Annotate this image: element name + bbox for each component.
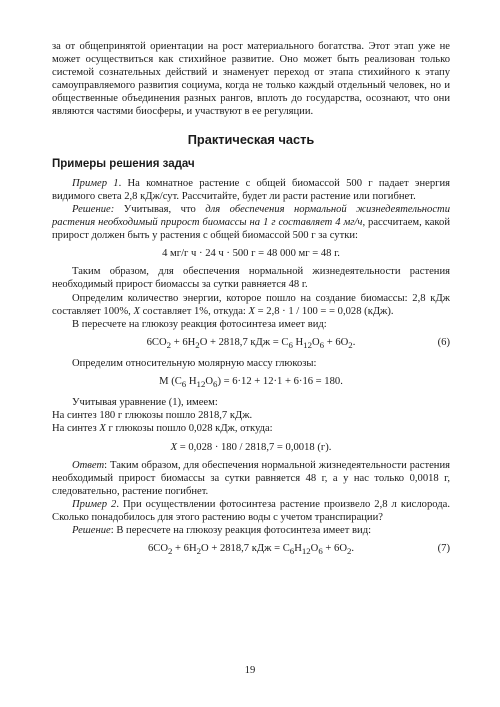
example-2-text: . При осуществлении фотосинтеза растение произвело 2,8 л кислорода. Сколько понадобилось для этого растению воды с учетом транспирации? — [52, 498, 450, 524]
paragraph-thus: Таким образом, для обеспечения нормальной жизнедеятельности растения необходимый прирост биомассы за сутки равняется 48 г. — [52, 266, 450, 291]
section-heading: Практическая часть — [187, 131, 315, 147]
line-synthesis-2: На синтез X г глюкозы пошло 0,028 кДж, откуда: — [52, 423, 273, 435]
subsection-heading: Примеры решения задач — [52, 157, 195, 170]
equation-6 — [52, 336, 450, 352]
energy-text-a: Определим количество энергии, которое пошло на создание биомассы: 2,8 кДж составляет 100%, — [52, 292, 450, 317]
line-synthesis-1: На синтез 180 г глюкозы пошло 2818,7 кДж. — [52, 410, 253, 422]
solution-1 — [52, 203, 450, 242]
example-2 — [52, 498, 450, 524]
example-1-text: . На комнатное растение с общей биомассой 500 г падает энергия видимого света 2,8 кДж/сут. Рассчитайте, будет ли расти растение или погибнет. — [52, 177, 450, 202]
example-2-label: Пример 2 — [72, 498, 117, 510]
solution-2 — [52, 524, 450, 537]
answer-1-text: : Таким образом, для обеспечения нормальной жизнедеятельности растения необходимый прирост биомассы за сутки равняется 48 г, а у нас только 0,0018 г, следовательно, растение погибнет. — [52, 459, 450, 497]
equation-7 — [52, 542, 450, 558]
equation-6-number: (6) — [437, 336, 450, 348]
energy-text-b: составляет 1%, откуда: — [139, 305, 249, 317]
solution-1-text-a: Учитывая, что — [114, 203, 206, 215]
equation-7-body: $6CO_2 + 6H_2O + 2818,7$ кДж = $C_6H_{12}O_6 + 6O_2$. — [147, 543, 355, 557]
solution-2-label: Решение — [72, 525, 111, 537]
paragraph-consider: Учитывая уравнение (1), имеем: — [72, 397, 218, 409]
paragraph-recalc: В пересчете на глюкозу реакция фотосинтеза имеет вид: — [72, 318, 327, 330]
formula-biomass: 4 мг/г ч · 24 ч · 500 г = 48 000 мг = 48 г. — [162, 248, 340, 260]
example-1 — [52, 177, 450, 203]
formula-x: X = 0,028 · 180 / 2818,7 = 0,0018 (г). — [170, 441, 332, 453]
paragraph-molar: Определим относительную молярную массу глюкозы: — [72, 357, 317, 369]
energy-var-x2: X — [248, 305, 256, 317]
equation-7-number: (7) — [437, 543, 450, 555]
solution-1-text-emph: для обеспечения нормальной жизнедеятельности растения необходимый прирост биомассы на 1 г составляет 4 мг/ч — [52, 203, 451, 229]
answer-1 — [52, 459, 450, 498]
page-body — [52, 40, 450, 563]
example-1-label: Пример 1 — [72, 177, 119, 189]
intro-paragraph: за от общепринятой ориентации на рост материального богатства. Этот этап уже не может осуществиться как стихийное развитие. Оно может быть реализован только системой сознательных действий и знаменует переход от этапа стихийного к этапу самоуправляемого развития социума, когда не только каждый отдельный человек, но и общественные объединения разных рангов, вплоть до государства, осознают, что они являются частями биосферы, и участвуют в ее регуляции. — [52, 41, 450, 118]
formula-molar: M ($C_6$ $H_{12}O_6) = 6\cdot 12 + 12\cdot 1 + 6\cdot 16 = 180$. — [159, 376, 343, 390]
solution-1-label: Решение: — [72, 203, 115, 215]
equation-6-body: $6CO_2 + 6H_2O + 2818,7$ кДж = $C_6$ $H_{12}O_6 + 6O_2$. — [146, 336, 356, 350]
energy-text-c: = 2,8 · 1 / 100 = = 0,028 (кДж). — [255, 305, 394, 317]
page-number: 19 — [244, 665, 256, 676]
paragraph-energy — [52, 292, 450, 318]
answer-1-label: Ответ — [72, 459, 105, 471]
energy-var-x1: X — [133, 305, 140, 317]
solution-1-text-b: , рассчитаем, какой прирост должен быть у растения с общей биомассой 500 г за сутки: — [52, 217, 450, 242]
solution-2-text: : В пересчете на глюкозу реакция фотосинтеза имеет вид: — [110, 525, 372, 537]
